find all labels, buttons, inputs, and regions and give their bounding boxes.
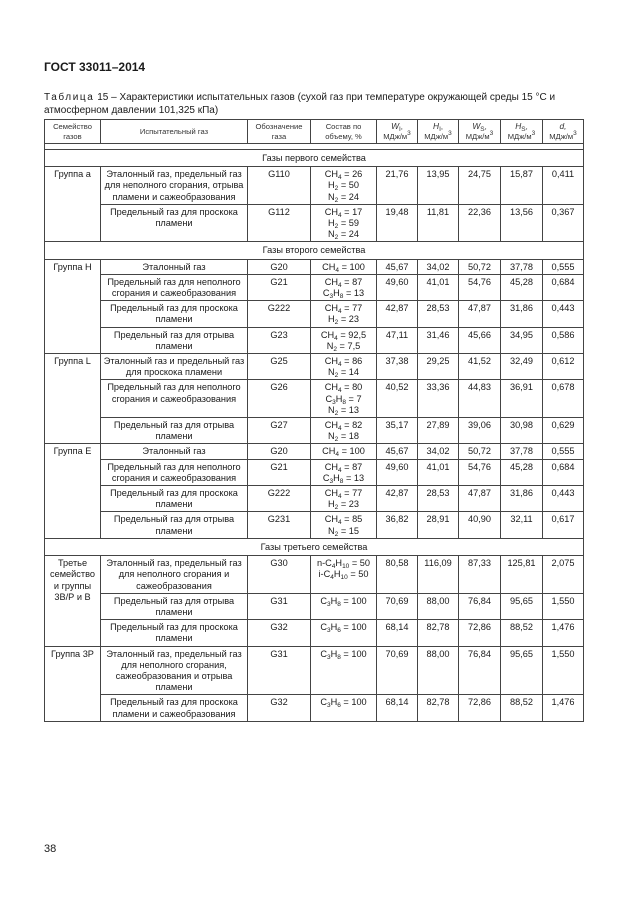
value-hs: 34,95 xyxy=(501,327,543,353)
value-hi: 88,00 xyxy=(418,646,459,695)
composition-line: $H_2 = 59$ xyxy=(328,218,359,231)
value-d: 0,586 xyxy=(543,327,584,353)
value-d: 1,476 xyxy=(543,620,584,646)
test-gas-description: Предельный газ для проскока пламени xyxy=(101,301,248,327)
value-hs: 45,28 xyxy=(501,459,543,485)
composition-line: $CH_4 = 87$ xyxy=(324,276,363,289)
composition-line: $C_3H_6 = 100$ xyxy=(320,697,367,710)
composition-line: $C_3H_8 = 7$ xyxy=(325,393,362,406)
gas-composition xyxy=(311,301,377,327)
value-hs: 37,78 xyxy=(501,259,543,274)
table-row xyxy=(45,620,584,646)
group-name: Третье семейство и группы 3В/Р и В xyxy=(45,556,101,646)
standard-title: ГОСТ 33011–2014 xyxy=(44,60,146,74)
value-wi: 49,60 xyxy=(377,274,418,300)
table-row xyxy=(45,444,584,459)
gas-composition xyxy=(311,459,377,485)
composition-line: $CH_4 = 26$ xyxy=(324,169,363,182)
value-wi: 40,52 xyxy=(377,380,418,418)
value-hs: 88,52 xyxy=(501,695,543,721)
group-name: Группа L xyxy=(45,354,101,444)
value-d: 0,678 xyxy=(543,380,584,418)
value-wi: 68,14 xyxy=(377,695,418,721)
test-gas-description: Эталонный газ, предельный газ для неполного сгорания, сажеобразования и отрыва пламени xyxy=(101,646,248,695)
composition-line: $CH_4 = 92,5$ xyxy=(320,329,367,342)
gas-composition xyxy=(311,444,377,459)
value-wi: 35,17 xyxy=(377,418,418,444)
table-row xyxy=(45,259,584,274)
table-header-row xyxy=(45,120,584,144)
value-wi: 70,69 xyxy=(377,593,418,619)
family-section-row xyxy=(45,538,584,555)
table-row xyxy=(45,167,584,205)
gas-composition xyxy=(311,274,377,300)
family-section-title: Газы третьего семейства xyxy=(45,538,584,555)
value-hi: 29,25 xyxy=(418,354,459,380)
value-ws: 72,86 xyxy=(459,620,501,646)
value-ws: 50,72 xyxy=(459,444,501,459)
value-d: 1,550 xyxy=(543,593,584,619)
composition-line: $N_2 = 13$ xyxy=(328,404,359,417)
table-row xyxy=(45,695,584,721)
value-d: 0,443 xyxy=(543,486,584,512)
table-row xyxy=(45,593,584,619)
value-hs: 45,28 xyxy=(501,274,543,300)
value-hs: 15,87 xyxy=(501,167,543,205)
value-wi: 49,60 xyxy=(377,459,418,485)
value-hs: 88,52 xyxy=(501,620,543,646)
table-row xyxy=(45,301,584,327)
value-hs: 31,86 xyxy=(501,486,543,512)
composition-line: $CH_4 = 82$ xyxy=(324,420,363,433)
gas-designation: G21 xyxy=(248,459,311,485)
value-hi: 34,02 xyxy=(418,444,459,459)
value-d: 0,617 xyxy=(543,512,584,538)
gas-designation: G31 xyxy=(248,593,311,619)
table-row xyxy=(45,327,584,353)
value-d: 1,476 xyxy=(543,695,584,721)
col-header-d: d, МДж/$м^3$ xyxy=(543,120,584,144)
value-wi: 19,48 xyxy=(377,204,418,242)
value-wi: 80,58 xyxy=(377,556,418,594)
value-hi: 116,09 xyxy=(418,556,459,594)
value-ws: 22,36 xyxy=(459,204,501,242)
gas-composition xyxy=(311,695,377,721)
table-body xyxy=(45,150,584,722)
table-row xyxy=(45,204,584,242)
test-gas-description: Предельный газ для отрыва пламени xyxy=(101,327,248,353)
value-hs: 36,91 xyxy=(501,380,543,418)
value-hi: 31,46 xyxy=(418,327,459,353)
value-hi: 82,78 xyxy=(418,695,459,721)
composition-line: $N_2 = 14$ xyxy=(328,367,359,380)
value-d: 0,443 xyxy=(543,301,584,327)
table-row xyxy=(45,486,584,512)
value-hi: 11,81 xyxy=(418,204,459,242)
gas-designation: G110 xyxy=(248,167,311,205)
composition-line: $N_2 = 18$ xyxy=(328,431,359,444)
composition-line: $C_3H_6 = 100$ xyxy=(320,622,367,635)
value-hs: 37,78 xyxy=(501,444,543,459)
composition-line: $C_3H_8 = 100$ xyxy=(320,595,367,608)
gas-composition xyxy=(311,327,377,353)
value-ws: 54,76 xyxy=(459,459,501,485)
gas-designation: G112 xyxy=(248,204,311,242)
value-d: 0,612 xyxy=(543,354,584,380)
composition-line: $CH_4 = 77$ xyxy=(324,303,363,316)
family-section-row xyxy=(45,150,584,167)
gas-designation: G32 xyxy=(248,695,311,721)
value-hi: 88,00 xyxy=(418,593,459,619)
composition-line: $H_2 = 50$ xyxy=(328,180,359,193)
gas-designation: G21 xyxy=(248,274,311,300)
table-row xyxy=(45,512,584,538)
composition-line: $N_2 = 7,5$ xyxy=(326,340,361,353)
table-caption-word: Таблица xyxy=(44,92,95,103)
col-header-composition: Состав по объему, % xyxy=(311,120,377,144)
value-hi: 28,53 xyxy=(418,301,459,327)
gas-designation: G231 xyxy=(248,512,311,538)
composition-line: $CH_4 = 100$ xyxy=(322,446,365,459)
value-d: 1,550 xyxy=(543,646,584,695)
composition-line: $C_3H_8 = 100$ xyxy=(320,648,367,661)
test-gas-description: Предельный газ для неполного сгорания и сажеобразования xyxy=(101,380,248,418)
test-gas-description: Предельный газ для проскока пламени и сажеобразования xyxy=(101,695,248,721)
value-d: 0,684 xyxy=(543,459,584,485)
composition-line: $CH_4 = 85$ xyxy=(324,514,363,527)
col-header-wi: $W_I$, МДж/$м^3$ xyxy=(377,120,418,144)
gas-designation: G32 xyxy=(248,620,311,646)
value-hi: 28,53 xyxy=(418,486,459,512)
gas-composition xyxy=(311,204,377,242)
value-hi: 34,02 xyxy=(418,259,459,274)
value-ws: 44,83 xyxy=(459,380,501,418)
group-name: Группа 3Р xyxy=(45,646,101,721)
value-hi: 28,91 xyxy=(418,512,459,538)
gas-composition xyxy=(311,167,377,205)
value-ws: 39,06 xyxy=(459,418,501,444)
gas-designation: G25 xyxy=(248,354,311,380)
composition-line: $H_2 = 23$ xyxy=(328,499,359,512)
col-header-hi: $H_I$, МДж/$м^3$ xyxy=(418,120,459,144)
col-header-designation: Обозначение газа xyxy=(248,120,311,144)
value-d: 0,629 xyxy=(543,418,584,444)
test-gas-description: Предельный газ для отрыва пламени xyxy=(101,512,248,538)
gas-composition xyxy=(311,556,377,594)
table-row xyxy=(45,556,584,594)
test-gas-description: Предельный газ для проскока пламени xyxy=(101,204,248,242)
test-gas-description: Эталонный газ, предельный газ для неполного сгорания и сажеобразования xyxy=(101,556,248,594)
value-hi: 13,95 xyxy=(418,167,459,205)
table-row xyxy=(45,459,584,485)
gas-designation: G23 xyxy=(248,327,311,353)
value-hs: 95,65 xyxy=(501,646,543,695)
value-ws: 50,72 xyxy=(459,259,501,274)
composition-line: $CH_4 = 17$ xyxy=(324,206,363,219)
composition-line: $C_3H_8 = 13$ xyxy=(322,472,365,485)
composition-line: $CH_4 = 80$ xyxy=(324,382,363,395)
table-row xyxy=(45,380,584,418)
value-hi: 41,01 xyxy=(418,274,459,300)
value-wi: 68,14 xyxy=(377,620,418,646)
value-d: 0,555 xyxy=(543,259,584,274)
value-hs: 32,49 xyxy=(501,354,543,380)
test-gas-description: Предельный газ для неполного сгорания и сажеобразования xyxy=(101,459,248,485)
value-d: 2,075 xyxy=(543,556,584,594)
value-ws: 47,87 xyxy=(459,301,501,327)
composition-line: $CH_4 = 100$ xyxy=(322,261,365,274)
value-d: 0,555 xyxy=(543,444,584,459)
family-section-row xyxy=(45,242,584,259)
value-hi: 27,89 xyxy=(418,418,459,444)
table-row xyxy=(45,274,584,300)
gas-composition xyxy=(311,512,377,538)
composition-line: $n-C_4H_{10} = 50$ xyxy=(316,558,370,571)
value-hi: 33,36 xyxy=(418,380,459,418)
gas-designation: G20 xyxy=(248,444,311,459)
col-header-ws: $W_S$, МДж/$м^3$ xyxy=(459,120,501,144)
value-wi: 45,67 xyxy=(377,259,418,274)
test-gas-description: Эталонный газ xyxy=(101,444,248,459)
value-hs: 125,81 xyxy=(501,556,543,594)
col-header-test-gas: Испытательный газ xyxy=(101,120,248,144)
value-ws: 72,86 xyxy=(459,695,501,721)
value-d: 0,684 xyxy=(543,274,584,300)
value-wi: 36,82 xyxy=(377,512,418,538)
gas-composition xyxy=(311,620,377,646)
gas-designation: G222 xyxy=(248,301,311,327)
value-wi: 21,76 xyxy=(377,167,418,205)
value-hs: 31,86 xyxy=(501,301,543,327)
test-gas-description: Предельный газ для отрыва пламени xyxy=(101,593,248,619)
table-row xyxy=(45,646,584,695)
value-ws: 47,87 xyxy=(459,486,501,512)
value-hs: 13,56 xyxy=(501,204,543,242)
composition-line: $CH_4 = 87$ xyxy=(324,461,363,474)
group-name: Группа Е xyxy=(45,444,101,538)
test-gas-description: Предельный газ для проскока пламени xyxy=(101,620,248,646)
value-ws: 54,76 xyxy=(459,274,501,300)
gas-designation: G26 xyxy=(248,380,311,418)
col-header-family: Семейство газов xyxy=(45,120,101,144)
gas-designation: G20 xyxy=(248,259,311,274)
page-number: 38 xyxy=(44,843,57,855)
gas-composition xyxy=(311,418,377,444)
table-caption xyxy=(44,91,594,117)
table-row xyxy=(45,418,584,444)
gas-designation: G30 xyxy=(248,556,311,594)
gas-designation: G27 xyxy=(248,418,311,444)
test-gas-description: Предельный газ для проскока пламени xyxy=(101,486,248,512)
value-ws: 40,90 xyxy=(459,512,501,538)
value-hs: 30,98 xyxy=(501,418,543,444)
table-caption-text: 15 – Характеристики испытательных газов (сухой газ при температуре окружающей среды 15 °С и атмосферном давлении 101,325 кПа) xyxy=(44,92,556,116)
composition-line: $CH_4 = 86$ xyxy=(324,356,363,369)
test-gas-description: Эталонный газ xyxy=(101,259,248,274)
value-wi: 45,67 xyxy=(377,444,418,459)
group-name: Группа а xyxy=(45,167,101,242)
value-ws: 24,75 xyxy=(459,167,501,205)
value-ws: 45,66 xyxy=(459,327,501,353)
composition-line: $N_2 = 24$ xyxy=(328,191,359,204)
test-gases-table xyxy=(44,119,584,722)
test-gas-description: Предельный газ для отрыва пламени xyxy=(101,418,248,444)
gas-designation: G31 xyxy=(248,646,311,695)
gas-composition xyxy=(311,354,377,380)
table-row xyxy=(45,354,584,380)
gas-composition xyxy=(311,593,377,619)
gas-composition xyxy=(311,486,377,512)
test-gas-description: Эталонный газ, предельный газ для неполного сгорания, отрыва пламени и сажеобразования xyxy=(101,167,248,205)
value-ws: 76,84 xyxy=(459,593,501,619)
value-ws: 76,84 xyxy=(459,646,501,695)
test-gas-description: Предельный газ для неполного сгорания и сажеобразования xyxy=(101,274,248,300)
gas-designation: G222 xyxy=(248,486,311,512)
group-name: Группа Н xyxy=(45,259,101,353)
gas-composition xyxy=(311,259,377,274)
value-d: 0,411 xyxy=(543,167,584,205)
value-wi: 70,69 xyxy=(377,646,418,695)
composition-line: $C_3H_8 = 13$ xyxy=(322,288,365,301)
composition-line: $H_2 = 23$ xyxy=(328,314,359,327)
value-hs: 95,65 xyxy=(501,593,543,619)
composition-line: $N_2 = 24$ xyxy=(328,229,359,242)
value-ws: 41,52 xyxy=(459,354,501,380)
value-d: 0,367 xyxy=(543,204,584,242)
composition-line: $N_2 = 15$ xyxy=(328,525,359,538)
family-section-title: Газы первого семейства xyxy=(45,150,584,167)
value-wi: 42,87 xyxy=(377,486,418,512)
value-wi: 37,38 xyxy=(377,354,418,380)
family-section-title: Газы второго семейства xyxy=(45,242,584,259)
col-header-hs: $H_S$, МДж/$м^3$ xyxy=(501,120,543,144)
value-hi: 41,01 xyxy=(418,459,459,485)
value-ws: 87,33 xyxy=(459,556,501,594)
value-wi: 42,87 xyxy=(377,301,418,327)
value-wi: 47,11 xyxy=(377,327,418,353)
value-hi: 82,78 xyxy=(418,620,459,646)
value-hs: 32,11 xyxy=(501,512,543,538)
test-gas-description: Эталонный газ и предельный газ для проскока пламени xyxy=(101,354,248,380)
composition-line: $CH_4 = 77$ xyxy=(324,488,363,501)
composition-line: $i-C_4H_{10} = 50$ xyxy=(318,569,369,582)
gas-composition xyxy=(311,380,377,418)
gas-composition xyxy=(311,646,377,695)
